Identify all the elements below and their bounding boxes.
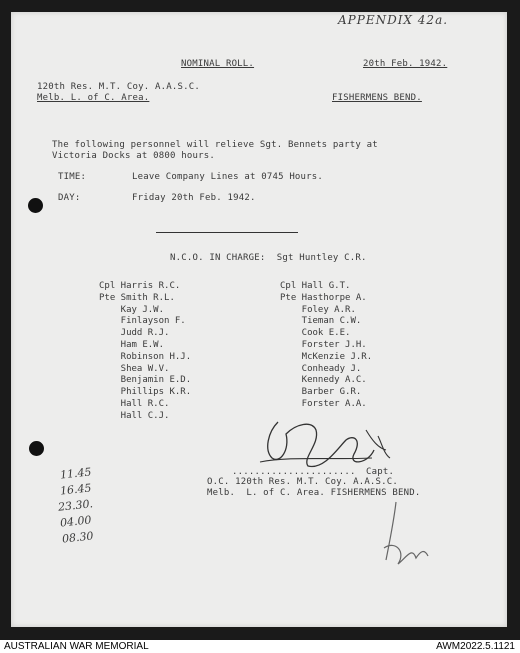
nco-in-charge: N.C.O. IN CHARGE: Sgt Huntley C.R. — [170, 253, 367, 263]
list-item: Cook E.E. — [280, 328, 351, 339]
list-item: Hall R.C. — [99, 398, 170, 409]
intro-line-2: Victoria Docks at 0800 hours. — [52, 151, 215, 161]
list-item: Tieman C.W. — [280, 316, 362, 327]
signatory-line-2: Melb. L. of C. Area. FISHERMENS BEND. — [207, 488, 421, 498]
time-label: TIME: — [58, 172, 87, 182]
signatory-rank: Capt. — [366, 467, 395, 477]
list-item: Forster J.H. — [280, 339, 367, 350]
handwritten-initials — [376, 500, 436, 580]
list-item: Conheady J. — [280, 363, 362, 374]
intro-line-1: The following personnel will relieve Sgt. Bennets party at — [52, 140, 378, 150]
list-item: Benjamin E.D. — [99, 375, 192, 386]
list-item: Finlayson F. — [99, 316, 186, 327]
list-item: Robinson H.J. — [99, 351, 192, 362]
left-personnel-list — [99, 281, 191, 423]
list-item: Cpl Harris R.C. — [99, 281, 181, 291]
document-date: 20th Feb. 1942. — [363, 59, 448, 69]
list-item: Kay J.W. — [99, 304, 165, 315]
margin-note-5: 08.30 — [61, 529, 95, 546]
footer-accession-number: AWM2022.5.1121 — [436, 641, 515, 652]
list-item: Phillips K.R. — [99, 387, 192, 398]
divider-rule — [156, 232, 298, 233]
footer-institution: AUSTRALIAN WAR MEMORIAL — [4, 641, 149, 652]
right-personnel-list — [280, 281, 372, 411]
signatory-line-1: O.C. 120th Res. M.T. Coy. A.A.S.C. — [207, 477, 399, 487]
list-item: Cpl Hall G.T. — [280, 281, 351, 291]
unit-line-1: 120th Res. M.T. Coy. A.A.S.C. — [37, 82, 200, 92]
list-item: Ham E.W. — [99, 339, 165, 350]
day-value: Friday 20th Feb. 1942. — [132, 193, 256, 203]
list-item: Judd R.J. — [99, 328, 170, 339]
list-item: Barber G.R. — [280, 387, 362, 398]
unit-line-2: Melb. L. of C. Area. — [37, 93, 150, 103]
margin-note-1: 11.45 — [59, 465, 93, 482]
list-item: Pte Smith R.L. — [99, 292, 175, 303]
appendix-annotation: APPENDIX 42a. — [338, 13, 449, 27]
list-item: Shea W.V. — [99, 363, 170, 374]
list-item: Hall C.J. — [99, 410, 170, 421]
punch-hole-top — [28, 198, 43, 213]
time-value: Leave Company Lines at 0745 Hours. — [132, 172, 324, 182]
list-item: McKenzie J.R. — [280, 351, 373, 362]
list-item: Forster A.A. — [280, 398, 367, 409]
margin-note-3: 23.30. — [57, 497, 94, 514]
margin-note-4: 04.00 — [59, 513, 93, 530]
list-item: Foley A.R. — [280, 304, 356, 315]
list-item: Pte Hasthorpe A. — [280, 292, 367, 303]
day-label: DAY: — [58, 193, 81, 203]
list-item: Kennedy A.C. — [280, 375, 367, 386]
document-title: NOMINAL ROLL. — [181, 59, 255, 69]
margin-note-2: 16.45 — [59, 481, 93, 498]
punch-hole-bottom — [29, 441, 44, 456]
signature-dots: ...................... — [232, 467, 356, 477]
location: FISHERMENS BEND. — [332, 93, 422, 103]
